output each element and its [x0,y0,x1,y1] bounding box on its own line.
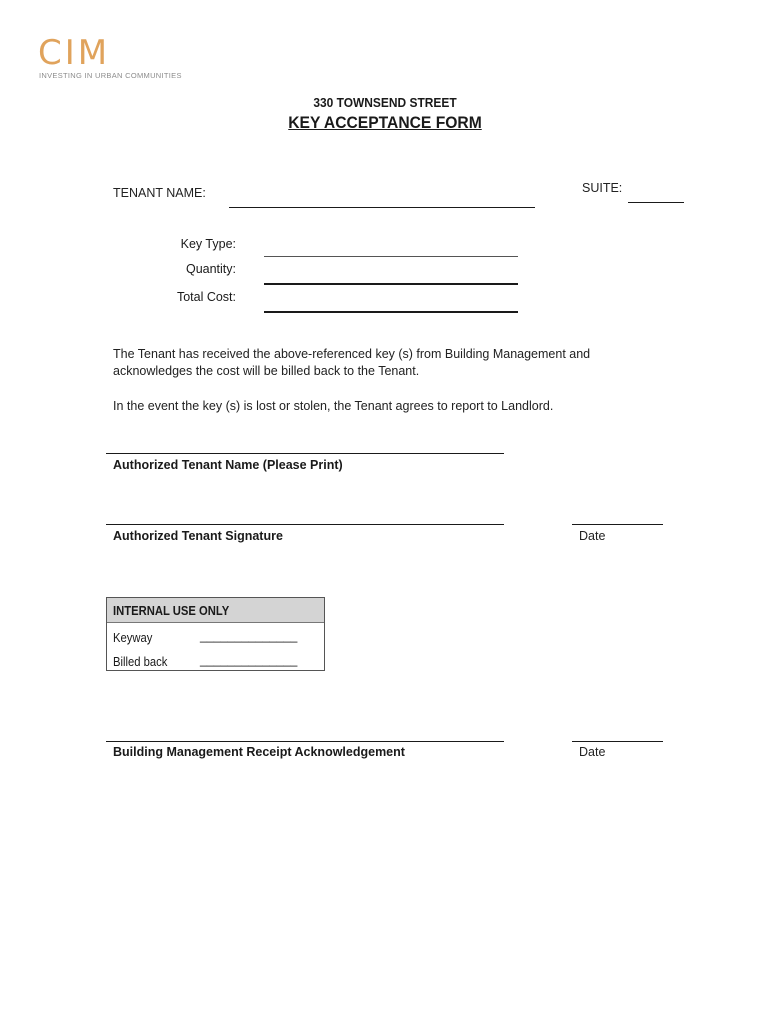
property-address: 330 TOWNSEND STREET [313,95,457,110]
keyway-label: Keyway [113,631,153,645]
tenant-name-label: TENANT NAME: [113,186,206,200]
billed-back-field[interactable]: ______________ [200,653,298,667]
billed-back-label: Billed back [113,655,168,669]
keyway-field[interactable]: ______________ [200,629,298,643]
key-type-field[interactable] [264,256,518,257]
company-logo-tagline: INVESTING IN URBAN COMMUNITIES [39,71,182,80]
quantity-field[interactable] [264,283,518,285]
internal-use-header [107,598,324,623]
bm-date-label: Date [579,745,606,759]
internal-use-heading: INTERNAL USE ONLY [113,604,230,618]
bm-receipt-label: Building Management Receipt Acknowledgement [113,745,405,759]
tenant-print-name-label: Authorized Tenant Name (Please Print) [113,458,343,472]
terms-text-line-2: acknowledges the cost will be billed back to the Tenant. [113,364,420,378]
suite-field[interactable] [628,202,684,203]
key-type-label: Key Type: [180,237,236,251]
lost-key-text: In the event the key (s) is lost or stolen, the Tenant agrees to report to Landlord. [113,399,554,413]
tenant-signature-field[interactable] [106,524,504,525]
company-logo-word: CIM [38,33,111,73]
internal-use-box [106,597,325,671]
tenant-date-field[interactable] [572,524,663,525]
tenant-name-field[interactable] [229,207,535,208]
bm-date-field[interactable] [572,741,663,742]
tenant-date-label: Date [579,529,606,543]
tenant-signature-label: Authorized Tenant Signature [113,529,283,543]
tenant-print-name-field[interactable] [106,453,504,454]
form-title: KEY ACCEPTANCE FORM [288,113,482,132]
suite-label: SUITE: [582,181,623,195]
bm-receipt-field[interactable] [106,741,504,742]
total-cost-label: Total Cost: [176,290,236,304]
total-cost-field[interactable] [264,311,518,313]
quantity-label: Quantity: [185,262,236,276]
terms-text-line-1: The Tenant has received the above-referenced key (s) from Building Management and [113,347,591,361]
